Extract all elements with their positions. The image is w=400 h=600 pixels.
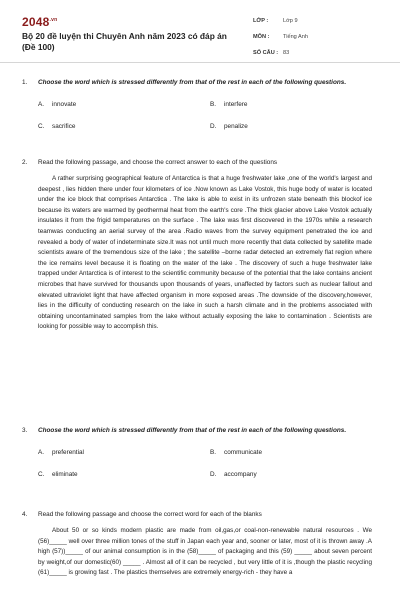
- reading-passage: A rather surprising geographical feature of Antarctica is that a huge freshwater lake ,one of the world's largest and deepest , lies hidden there under four kilometers of ice .Now known as Lake Vostok, this huge body of water is located under the ice block that comprises Antarctica . The lake is able to exist in its unfrozen state beneath this blockof ice because its waters are warmed by geothermal heat from the earth's core .The thick glacier above Lake Vostok actually insulates it from the frigid temperatures on the surface . The lake was first discovered in the 1970s while a research teamwas conducting an aerial survey of the area .Radio waves from the survey equipment penetrated the ice and revealed a body of water of indeterminate size.It was not until much more recently that data collected by satellite made scientists aware of the tremendous size of the lake ; the satellite –borne radar detected an extremely flat region where the ice remains level because it is floating on the water of the lake . The discovery of such a huge freshwater lake trapped under Antarctica is of interest to the scientific community because of the potential that the lake contains ancient microbes that have survived for thousands upon thousands of years, unaffected by factors such as nuclear fallout and elevated ultraviolet light that have affected organism in more exposed areas .The downside of the discovery,however, lies in the difficulty of conducting research on the lake in such a harsh climate and in the problems associated with obtaining uncontaminated samples from the lake without actually exposing the lake to contamination . Scientists are looking for possible way to accomplish this.: [38, 175, 372, 331]
- question-prompt: Choose the word which is stressed differently from that of the rest in each of the following questions.: [38, 79, 347, 86]
- page-header: [0, 0, 400, 63]
- option-d[interactable]: D. penalize: [210, 123, 248, 130]
- question-number: 4.: [22, 511, 28, 518]
- option-a[interactable]: A. innovate: [38, 101, 77, 108]
- meta-question-count: SỐ CÂU : 83: [253, 49, 290, 56]
- meta-class: LỚP : Lớp 9: [253, 17, 298, 24]
- option-b[interactable]: B. interfere: [210, 101, 248, 108]
- question-2: [22, 158, 372, 426]
- question-3: [22, 426, 372, 510]
- question-prompt: Read the following passage and choose the correct word for each of the blanks: [38, 511, 262, 518]
- site-logo[interactable]: $2048^{.vn}$: [22, 15, 58, 29]
- answer-options: [38, 100, 372, 132]
- question-4: [22, 510, 372, 579]
- reading-passage: About 50 or so kinds modern plastic are made from oil,gas,or coal-non-renewable natural resources . We (56)_____ well over three million tones of the stuff in Japan each year and, sooner or later, most of it is thrown away .A high (57))_____ of our animal consumption is in the (58)_____ of packaging and this (59) _____ about seven percent by weight,of our domestic(60) _____ . Almost all of it can be recycled , but very little of it is ,though the plastic recycling (61)_____ is growing fast . The plastics themselves are extremely energy-rich - they have a: [38, 527, 372, 577]
- option-a[interactable]: A. preferential: [38, 449, 84, 456]
- option-d[interactable]: D. accompany: [210, 471, 257, 478]
- document-meta: [253, 15, 388, 63]
- question-number: 3.: [22, 427, 28, 434]
- question-number: 2.: [22, 159, 28, 166]
- question-prompt: Read the following passage, and choose the correct answer to each of the questions: [38, 159, 278, 166]
- answer-options: [38, 448, 372, 480]
- document-title: Bộ 20 đề luyện thi Chuyên Anh năm 2023 có đáp án (Đề 100): [22, 31, 227, 52]
- meta-subject: MÔN : Tiếng Anh: [253, 33, 308, 40]
- question-list: [22, 78, 372, 579]
- question-1: [22, 78, 372, 158]
- option-c[interactable]: C. eliminate: [38, 471, 78, 478]
- option-b[interactable]: B. communicate: [210, 449, 263, 456]
- question-number: 1.: [22, 79, 28, 86]
- option-c[interactable]: C. sacrifice: [38, 123, 76, 130]
- question-prompt: Choose the word which is stressed differently from that of the rest in each of the following questions.: [38, 427, 347, 434]
